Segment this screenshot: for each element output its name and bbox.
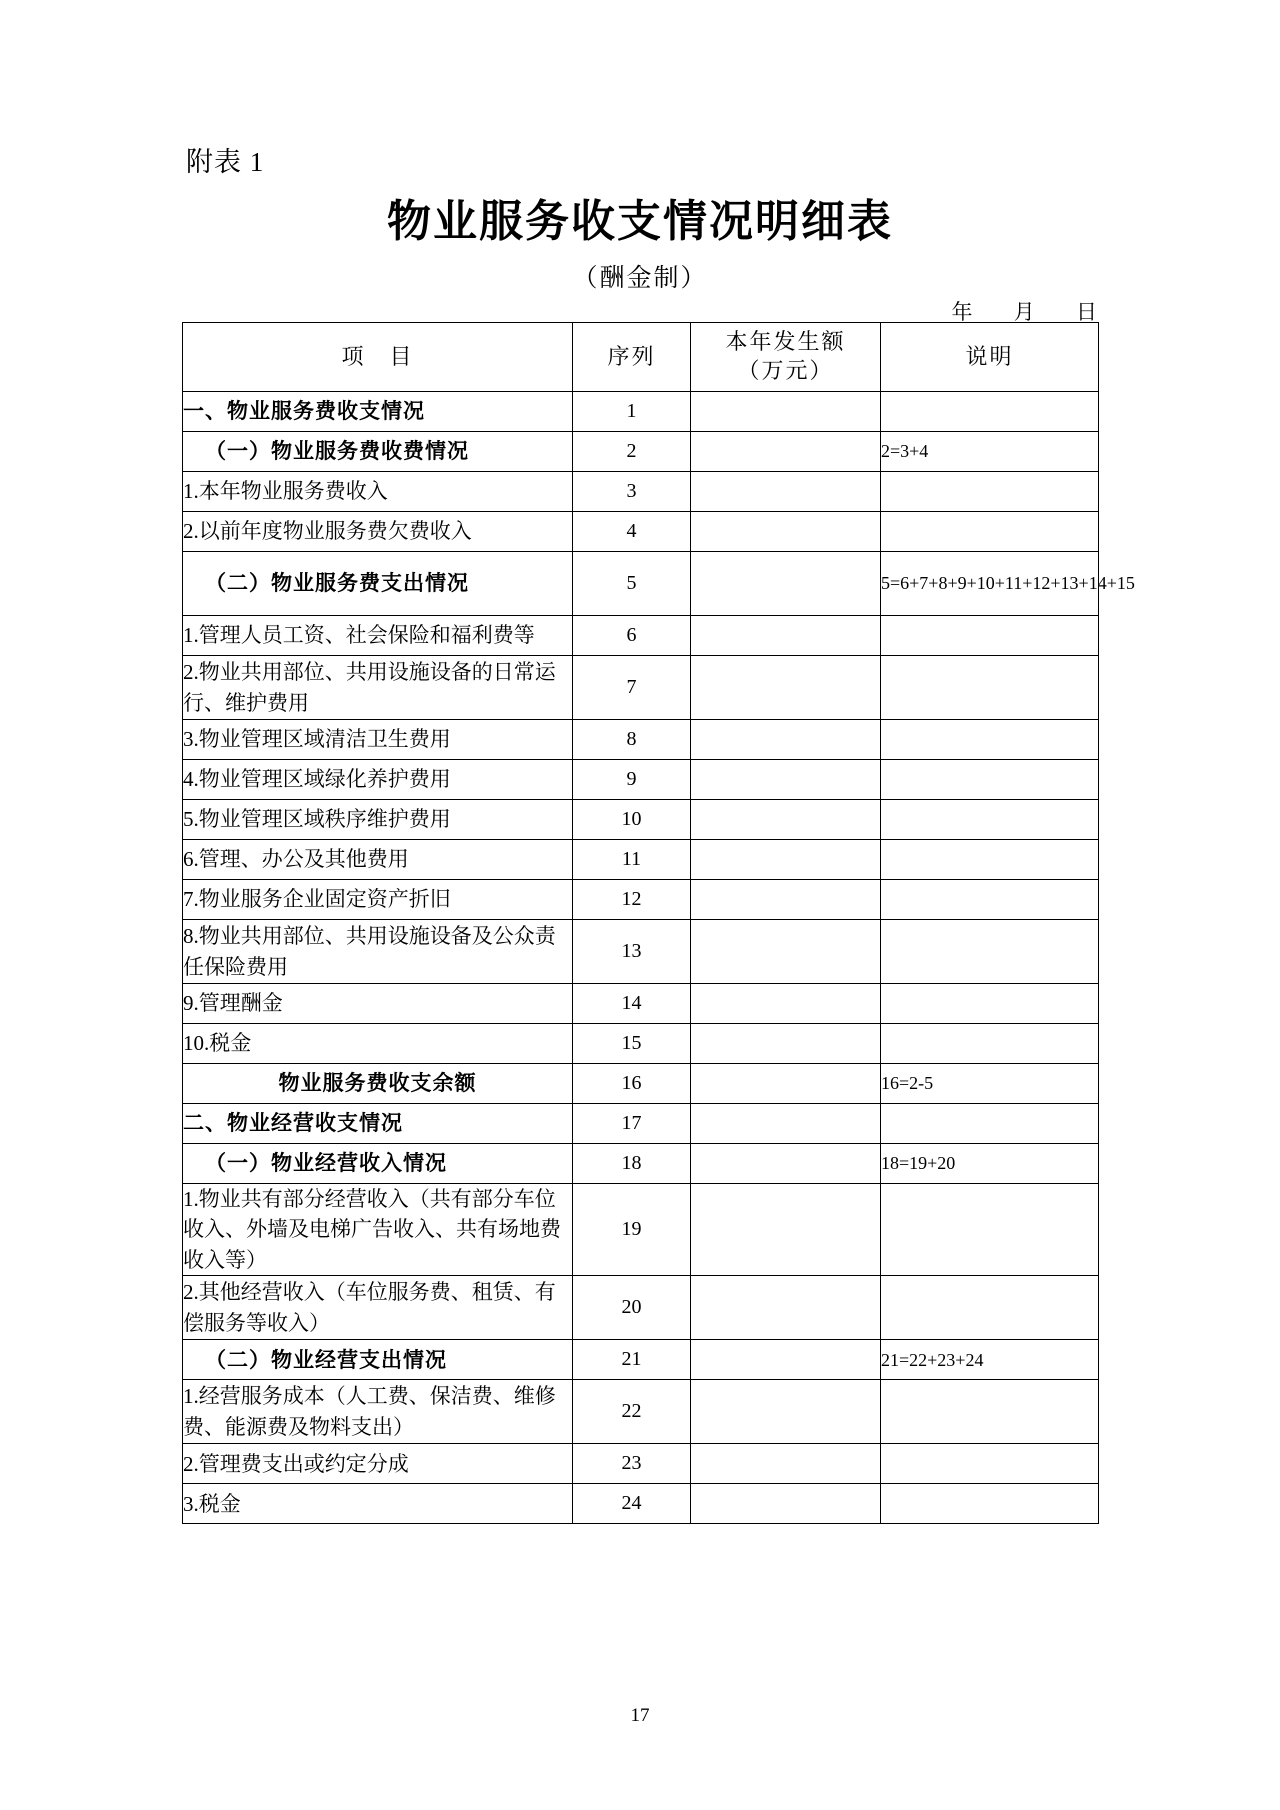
row-item-label: 一、物业服务费收支情况: [183, 392, 573, 432]
row-sequence: 17: [573, 1104, 691, 1144]
table-row: [183, 512, 1099, 552]
table-row: [183, 920, 1099, 984]
row-sequence: 19: [573, 1184, 691, 1276]
page-number: 17: [630, 1705, 650, 1726]
row-note-cell: 18=19+20: [881, 1144, 1099, 1184]
row-item-label: （二）物业经营支出情况: [183, 1340, 573, 1380]
row-amount-cell[interactable]: [691, 760, 881, 800]
row-item-label: （一）物业经营收入情况: [183, 1144, 573, 1184]
row-note-cell: [881, 920, 1099, 984]
table-header-row: [183, 323, 1099, 392]
row-item-label: （二）物业服务费支出情况: [183, 552, 573, 616]
row-note-cell: [881, 760, 1099, 800]
row-item-label: 10.税金: [183, 1024, 573, 1064]
table-row: [183, 1444, 1099, 1484]
row-item-label: 3.税金: [183, 1484, 573, 1524]
row-note-cell: [881, 616, 1099, 656]
row-sequence: 14: [573, 984, 691, 1024]
row-sequence: 4: [573, 512, 691, 552]
table-row: [183, 1144, 1099, 1184]
row-amount-cell[interactable]: [691, 552, 881, 616]
table-row: [183, 1184, 1099, 1276]
row-note-cell: 21=22+23+24: [881, 1340, 1099, 1380]
date-year-label: 年: [951, 300, 974, 324]
page-subtitle: （酬金制）: [572, 265, 708, 292]
header-amount: [691, 323, 881, 392]
row-sequence: 15: [573, 1024, 691, 1064]
row-sequence: 16: [573, 1064, 691, 1104]
table-row: [183, 656, 1099, 720]
row-amount-cell[interactable]: [691, 616, 881, 656]
row-sequence: 20: [573, 1276, 691, 1340]
table-row: [183, 1104, 1099, 1144]
date-month-label: 月: [1013, 300, 1036, 324]
row-amount-cell[interactable]: [691, 1380, 881, 1444]
row-item-label: 6.管理、办公及其他费用: [183, 840, 573, 880]
row-note-cell: [881, 880, 1099, 920]
row-item-label: 物业服务费收支余额: [183, 1064, 573, 1104]
table-row: [183, 1380, 1099, 1444]
row-note-cell: [881, 1104, 1099, 1144]
row-note-cell: [881, 720, 1099, 760]
table-row: [183, 1340, 1099, 1380]
row-item-label: 2.以前年度物业服务费欠费收入: [183, 512, 573, 552]
row-note-cell: [881, 1184, 1099, 1276]
row-note-cell: [881, 392, 1099, 432]
row-amount-cell[interactable]: [691, 1444, 881, 1484]
row-note-cell: [881, 1484, 1099, 1524]
row-sequence: 18: [573, 1144, 691, 1184]
row-sequence: 10: [573, 800, 691, 840]
row-sequence: 22: [573, 1380, 691, 1444]
income-expense-table: [182, 322, 1135, 1524]
row-amount-cell[interactable]: [691, 1184, 881, 1276]
header-item: 项 目: [183, 323, 573, 392]
row-sequence: 2: [573, 432, 691, 472]
row-amount-cell[interactable]: [691, 880, 881, 920]
table-row: [183, 616, 1099, 656]
row-amount-cell[interactable]: [691, 1340, 881, 1380]
table-row: [183, 840, 1099, 880]
header-amount-line1: 本年发生额: [725, 329, 846, 355]
row-amount-cell[interactable]: [691, 984, 881, 1024]
row-note-cell: [881, 1276, 1099, 1340]
row-note-cell: [881, 472, 1099, 512]
row-item-label: 8.物业共用部位、共用设施设备及公众责任保险费用: [183, 920, 573, 984]
table-row: [183, 800, 1099, 840]
row-item-label: 2.物业共用部位、共用设施设备的日常运行、维护费用: [183, 656, 573, 720]
row-sequence: 1: [573, 392, 691, 432]
row-amount-cell[interactable]: [691, 840, 881, 880]
row-sequence: 6: [573, 616, 691, 656]
row-item-label: 二、物业经营收支情况: [183, 1104, 573, 1144]
table-row: [183, 552, 1099, 616]
row-amount-cell[interactable]: [691, 1024, 881, 1064]
row-sequence: 3: [573, 472, 691, 512]
table-row: [183, 984, 1099, 1024]
row-note-cell: [881, 984, 1099, 1024]
row-amount-cell[interactable]: [691, 1104, 881, 1144]
row-amount-cell[interactable]: [691, 1276, 881, 1340]
row-amount-cell[interactable]: [691, 1484, 881, 1524]
row-item-label: 1.管理人员工资、社会保险和福利费等: [183, 616, 573, 656]
row-sequence: 9: [573, 760, 691, 800]
row-item-label: （一）物业服务费收费情况: [183, 432, 573, 472]
row-sequence: 24: [573, 1484, 691, 1524]
table-row: [183, 472, 1099, 512]
row-item-label: 5.物业管理区域秩序维护费用: [183, 800, 573, 840]
row-sequence: 13: [573, 920, 691, 984]
row-note-cell: [881, 800, 1099, 840]
row-note-cell: [881, 1444, 1099, 1484]
row-amount-cell[interactable]: [691, 512, 881, 552]
table-row: [183, 392, 1099, 432]
row-item-label: 4.物业管理区域绿化养护费用: [183, 760, 573, 800]
table-row: [183, 880, 1099, 920]
header-amount-line2: （万元）: [737, 358, 834, 383]
row-sequence: 23: [573, 1444, 691, 1484]
table-row: [183, 1276, 1099, 1340]
table-row: [183, 720, 1099, 760]
row-item-label: 1.本年物业服务费收入: [183, 472, 573, 512]
page-title: 物业服务收支情况明细表: [387, 197, 893, 246]
row-note-cell: 2=3+4: [881, 432, 1099, 472]
row-item-label: 1.物业共有部分经营收入（共有部分车位收入、外墙及电梯广告收入、共有场地费收入等）: [183, 1184, 573, 1276]
row-note-cell: [881, 656, 1099, 720]
row-amount-cell[interactable]: [691, 720, 881, 760]
row-sequence: 12: [573, 880, 691, 920]
row-item-label: 7.物业服务企业固定资产折旧: [183, 880, 573, 920]
row-item-label: 2.其他经营收入（车位服务费、租赁、有偿服务等收入）: [183, 1276, 573, 1340]
row-item-label: 1.经营服务成本（人工费、保洁费、维修费、能源费及物料支出）: [183, 1380, 573, 1444]
table-row: [183, 760, 1099, 800]
table-row: [183, 1064, 1099, 1104]
row-amount-cell[interactable]: [691, 472, 881, 512]
row-note-cell: [881, 840, 1099, 880]
row-sequence: 21: [573, 1340, 691, 1380]
row-note-cell: 16=2-5: [881, 1064, 1099, 1104]
header-note: 说明: [881, 323, 1099, 392]
row-item-label: 3.物业管理区域清洁卫生费用: [183, 720, 573, 760]
row-sequence: 5: [573, 552, 691, 616]
row-item-label: 9.管理酬金: [183, 984, 573, 1024]
row-sequence: 7: [573, 656, 691, 720]
table-row: [183, 1024, 1099, 1064]
row-amount-cell[interactable]: [691, 800, 881, 840]
row-amount-cell[interactable]: [691, 432, 881, 472]
table-row: [183, 432, 1099, 472]
row-sequence: 11: [573, 840, 691, 880]
row-amount-cell[interactable]: [691, 1064, 881, 1104]
row-amount-cell[interactable]: [691, 656, 881, 720]
row-amount-cell[interactable]: [691, 392, 881, 432]
header-seq: 序列: [573, 323, 691, 392]
row-note-cell: 5=6+7+8+9+10+11+12+13+14+15: [881, 552, 1099, 616]
date-day-label: 日: [1076, 300, 1098, 324]
row-note-cell: [881, 1024, 1099, 1064]
table-row: [183, 1484, 1099, 1524]
row-amount-cell[interactable]: [691, 1144, 881, 1184]
attachment-label: 附表 1: [186, 147, 265, 177]
row-item-label: 2.管理费支出或约定分成: [183, 1444, 573, 1484]
row-note-cell: [881, 1380, 1099, 1444]
row-sequence: 8: [573, 720, 691, 760]
row-amount-cell[interactable]: [691, 920, 881, 984]
row-note-cell: [881, 512, 1099, 552]
